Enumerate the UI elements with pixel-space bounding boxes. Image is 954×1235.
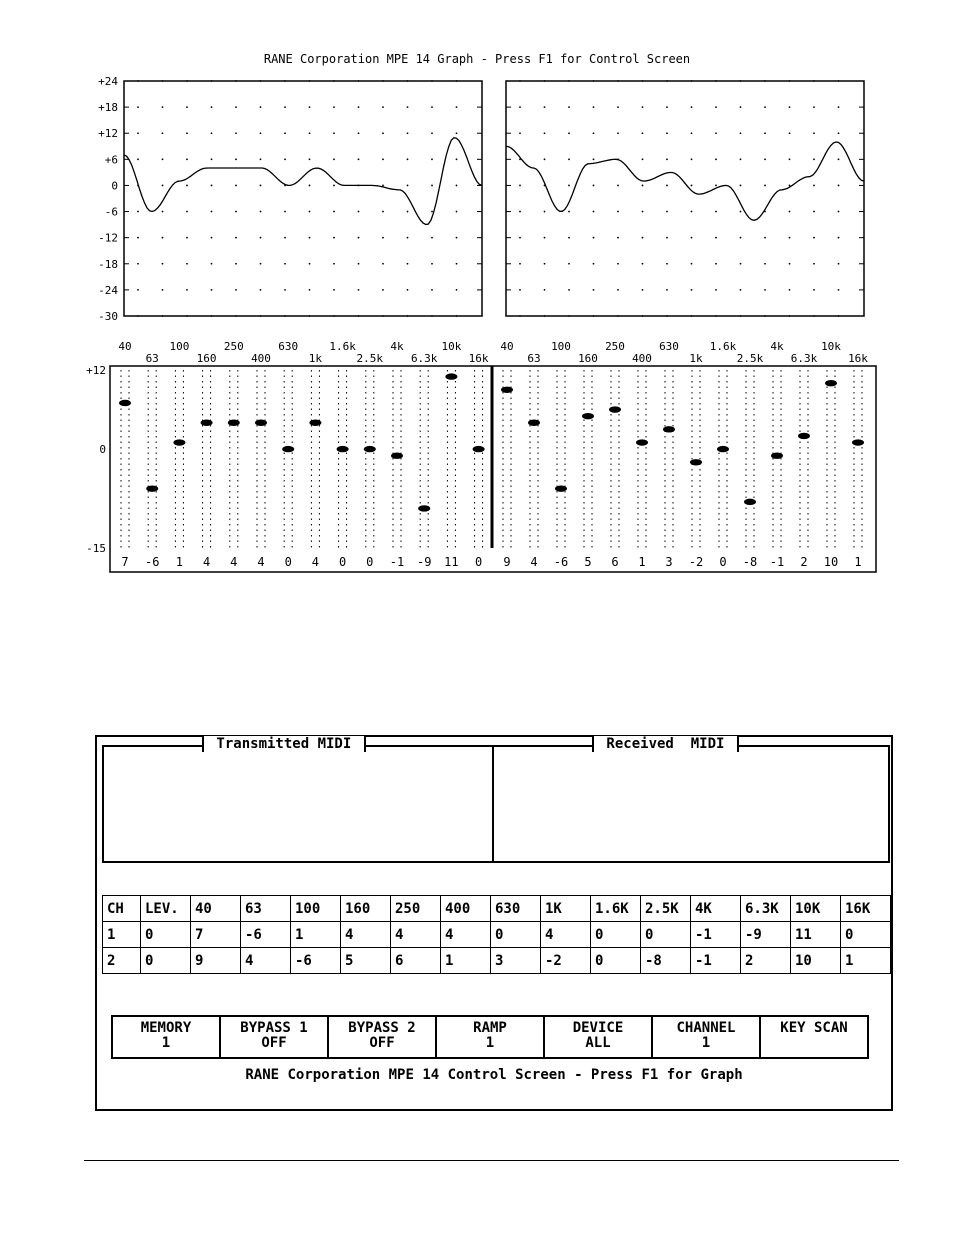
slider-value-label: 7	[121, 555, 129, 569]
eq-freq-label: 4k	[770, 340, 784, 353]
table-cell[interactable]: 0	[141, 922, 191, 948]
table-cell[interactable]: 0	[491, 922, 541, 948]
slider-knob-ch1	[173, 439, 185, 445]
slider-value-label: 1	[638, 555, 646, 569]
slider-value-label: 4	[202, 555, 211, 569]
slider-value-label: 1	[854, 555, 862, 569]
slider-value-label: -9	[416, 555, 432, 569]
table-header-cell: 400	[441, 896, 491, 922]
slider-value-label: -8	[742, 555, 758, 569]
slider-knob-ch2	[825, 380, 837, 386]
eq-slider-panel	[0, 0, 954, 600]
slider-knob-ch1	[282, 446, 294, 452]
button-value: 1	[701, 1035, 711, 1051]
slider-knob-ch1	[445, 373, 457, 379]
table-cell[interactable]: 1	[441, 948, 491, 974]
slider-knob-ch1	[119, 400, 131, 406]
table-cell[interactable]: 5	[341, 948, 391, 974]
slider-knob-ch2	[771, 453, 783, 459]
table-header-cell: 40	[191, 896, 241, 922]
graph-title: RANE Corporation MPE 14 Graph - Press F1 for Control Screen	[263, 52, 691, 66]
slider-value-label: 11	[444, 555, 459, 569]
control-footer: RANE Corporation MPE 14 Control Screen - Press F1 for Graph	[245, 1067, 743, 1083]
table-header-cell: 2.5K	[641, 896, 691, 922]
slider-value-label: 6	[611, 555, 619, 569]
table-cell[interactable]: 4	[241, 948, 291, 974]
eq-y-tick-label: +12	[86, 364, 106, 377]
table-header-cell: 4K	[691, 896, 741, 922]
table-header-cell: 100	[291, 896, 341, 922]
eq-freq-label: 400	[251, 352, 271, 365]
eq-freq-label: 1.6k	[709, 340, 737, 353]
device-button[interactable]	[543, 1015, 653, 1059]
slider-value-label: 4	[311, 555, 320, 569]
slider-knob-ch2	[852, 439, 864, 445]
graph-y-tick-label: -30	[98, 310, 118, 323]
received-midi-box	[492, 736, 890, 863]
graph-y-tick-label: -24	[98, 283, 118, 297]
table-header-cell: 1.6K	[591, 896, 641, 922]
table-cell[interactable]: -6	[241, 922, 291, 948]
slider-knob-ch1	[473, 446, 485, 452]
graph-y-tick-label: +18	[98, 101, 118, 115]
graph-y-tick-label: +12	[98, 127, 118, 141]
eq-freq-label: 16k	[848, 352, 868, 365]
slider-knob-ch1	[391, 453, 403, 459]
button-value: 1	[161, 1035, 171, 1051]
eq-freq-label: 630	[278, 340, 299, 353]
channel-button[interactable]	[651, 1015, 761, 1059]
button-value: OFF	[369, 1035, 395, 1051]
table-cell[interactable]: 7	[191, 922, 241, 948]
slider-value-label: -6	[144, 555, 160, 569]
slider-value-label: 9	[503, 555, 511, 569]
slider-knob-ch1	[255, 420, 267, 426]
slider-value-label: 1	[175, 555, 184, 569]
channel-table	[102, 895, 891, 974]
table-cell[interactable]: 0	[141, 948, 191, 974]
eq-freq-label: 10k	[441, 340, 462, 353]
table-cell[interactable]: 2	[741, 948, 791, 974]
eq-freq-label: 400	[632, 352, 652, 365]
table-row	[103, 948, 891, 974]
button-value: OFF	[261, 1035, 287, 1051]
page-divider	[84, 1160, 899, 1161]
table-cell[interactable]: 1	[103, 922, 141, 948]
slider-value-label: -2	[688, 555, 704, 569]
eq-freq-label: 16k	[468, 352, 489, 365]
table-header-cell: 6.3K	[741, 896, 791, 922]
slider-knob-ch2	[663, 426, 675, 432]
table-cell[interactable]: 4	[341, 922, 391, 948]
table-header-cell: 63	[241, 896, 291, 922]
slider-knob-ch1	[337, 446, 349, 452]
eq-freq-label: 250	[223, 340, 244, 353]
eq-freq-label: 63	[145, 352, 159, 365]
table-header-cell: 10K	[791, 896, 841, 922]
eq-freq-label: 4k	[390, 340, 404, 353]
transmitted-midi-title: Transmitted MIDI	[202, 736, 366, 752]
eq-freq-label: 1k	[308, 352, 323, 365]
slider-value-label: 3	[665, 555, 673, 569]
slider-value-label: 0	[719, 555, 727, 569]
eq-freq-label: 160	[578, 352, 598, 365]
eq-freq-label: 1k	[689, 352, 703, 365]
graph-y-tick-label: -6	[104, 205, 118, 219]
slider-knob-ch1	[146, 485, 158, 491]
button-label: KEY SCAN	[780, 1020, 848, 1036]
ramp-button[interactable]	[435, 1015, 545, 1059]
graph-y-tick-label: -18	[98, 257, 118, 271]
slider-knob-ch2	[690, 459, 702, 465]
eq-freq-label: 63	[527, 352, 541, 365]
slider-value-label: 4	[257, 555, 265, 569]
button-value: 1	[485, 1035, 495, 1051]
button-label: CHANNEL	[676, 1020, 736, 1036]
table-cell[interactable]: 10	[791, 948, 841, 974]
table-header-cell: 630	[491, 896, 541, 922]
table-cell[interactable]: 0	[641, 922, 691, 948]
button-label: MEMORY	[140, 1020, 192, 1036]
key-scan-button[interactable]	[759, 1015, 869, 1059]
table-header-cell: LEV.	[141, 896, 191, 922]
table-cell[interactable]: 1	[841, 948, 891, 974]
eq-freq-label: 100	[169, 340, 190, 353]
button-value: ALL	[585, 1035, 611, 1051]
graph-y-tick-label: -12	[98, 231, 118, 245]
table-cell[interactable]: -9	[741, 922, 791, 948]
table-cell[interactable]: 2	[103, 948, 141, 974]
table-cell[interactable]: -8	[641, 948, 691, 974]
received-midi-title: Received MIDI	[592, 736, 739, 752]
slider-knob-ch2	[798, 433, 810, 439]
table-header-cell: 16K	[841, 896, 891, 922]
table-cell[interactable]: -2	[541, 948, 591, 974]
slider-knob-ch2	[582, 413, 594, 419]
table-row	[103, 922, 891, 948]
eq-freq-label: 10k	[821, 340, 841, 353]
table-cell[interactable]: -6	[291, 948, 341, 974]
slider-value-label: 2	[800, 555, 808, 569]
slider-knob-ch2	[501, 387, 513, 393]
button-label: RAMP	[473, 1020, 507, 1036]
slider-value-label: 0	[366, 555, 374, 569]
eq-y-tick-label: -15	[86, 542, 106, 555]
eq-freq-label: 6.3k	[410, 352, 438, 365]
bypass-1-button[interactable]	[219, 1015, 329, 1059]
eq-freq-label: 100	[551, 340, 571, 353]
eq-freq-label: 2.5k	[356, 352, 384, 365]
table-cell[interactable]: 0	[591, 922, 641, 948]
eq-freq-label: 250	[605, 340, 625, 353]
table-cell[interactable]: 11	[791, 922, 841, 948]
slider-value-label: -1	[769, 555, 785, 569]
table-cell[interactable]: 0	[591, 948, 641, 974]
table-cell[interactable]: 9	[191, 948, 241, 974]
slider-knob-ch2	[609, 406, 621, 412]
slider-knob-ch1	[364, 446, 376, 452]
table-header-cell: 250	[391, 896, 441, 922]
eq-freq-label: 630	[659, 340, 679, 353]
table-header-cell: 160	[341, 896, 391, 922]
button-label: BYPASS 1	[240, 1020, 308, 1036]
slider-knob-ch1	[228, 420, 240, 426]
slider-knob-ch1	[418, 505, 430, 511]
table-cell[interactable]: 1	[291, 922, 341, 948]
transmitted-midi-box	[102, 736, 494, 863]
slider-knob-ch1	[309, 420, 321, 426]
eq-freq-label: 6.3k	[790, 352, 818, 365]
slider-knob-ch2	[717, 446, 729, 452]
slider-value-label: -1	[389, 555, 405, 569]
button-label: DEVICE	[572, 1020, 624, 1036]
table-cell[interactable]: 4	[391, 922, 441, 948]
function-key-bar	[111, 1015, 869, 1059]
slider-value-label: 5	[584, 555, 592, 569]
table-cell[interactable]: 4	[541, 922, 591, 948]
slider-value-label: 10	[823, 555, 839, 569]
table-cell[interactable]: 6	[391, 948, 441, 974]
graph-y-tick-label: +6	[104, 153, 118, 167]
slider-knob-ch2	[636, 439, 648, 445]
button-label: BYPASS 2	[348, 1020, 416, 1036]
table-cell[interactable]: 4	[441, 922, 491, 948]
table-header-cell: 1K	[541, 896, 591, 922]
slider-value-label: 0	[284, 555, 292, 569]
eq-freq-label: 2.5k	[736, 352, 764, 365]
eq-freq-label: 40	[500, 340, 514, 353]
slider-value-label: 4	[530, 555, 538, 569]
slider-value-label: 0	[338, 555, 347, 569]
eq-freq-label: 1.6k	[329, 340, 356, 353]
slider-value-label: 4	[230, 555, 238, 569]
memory-button[interactable]	[111, 1015, 221, 1059]
table-cell[interactable]: -1	[691, 922, 741, 948]
slider-knob-ch2	[744, 499, 756, 505]
table-header-row	[103, 896, 891, 922]
slider-knob-ch2	[528, 420, 540, 426]
eq-y-tick-label: 0	[99, 443, 106, 457]
control-screen	[95, 735, 893, 1111]
table-cell[interactable]: 3	[491, 948, 541, 974]
slider-value-label: -6	[553, 555, 569, 569]
graph-y-tick-label: +24	[98, 75, 118, 88]
table-header-cell: CH	[103, 896, 141, 922]
eq-freq-label: 40	[118, 340, 132, 353]
slider-knob-ch2	[555, 485, 567, 491]
table-cell[interactable]: -1	[691, 948, 741, 974]
graph-y-tick-label: 0	[111, 179, 118, 193]
bypass-2-button[interactable]	[327, 1015, 437, 1059]
eq-freq-label: 160	[196, 352, 217, 365]
slider-knob-ch1	[201, 420, 213, 426]
table-cell[interactable]: 0	[841, 922, 891, 948]
slider-value-label: 0	[474, 555, 483, 569]
